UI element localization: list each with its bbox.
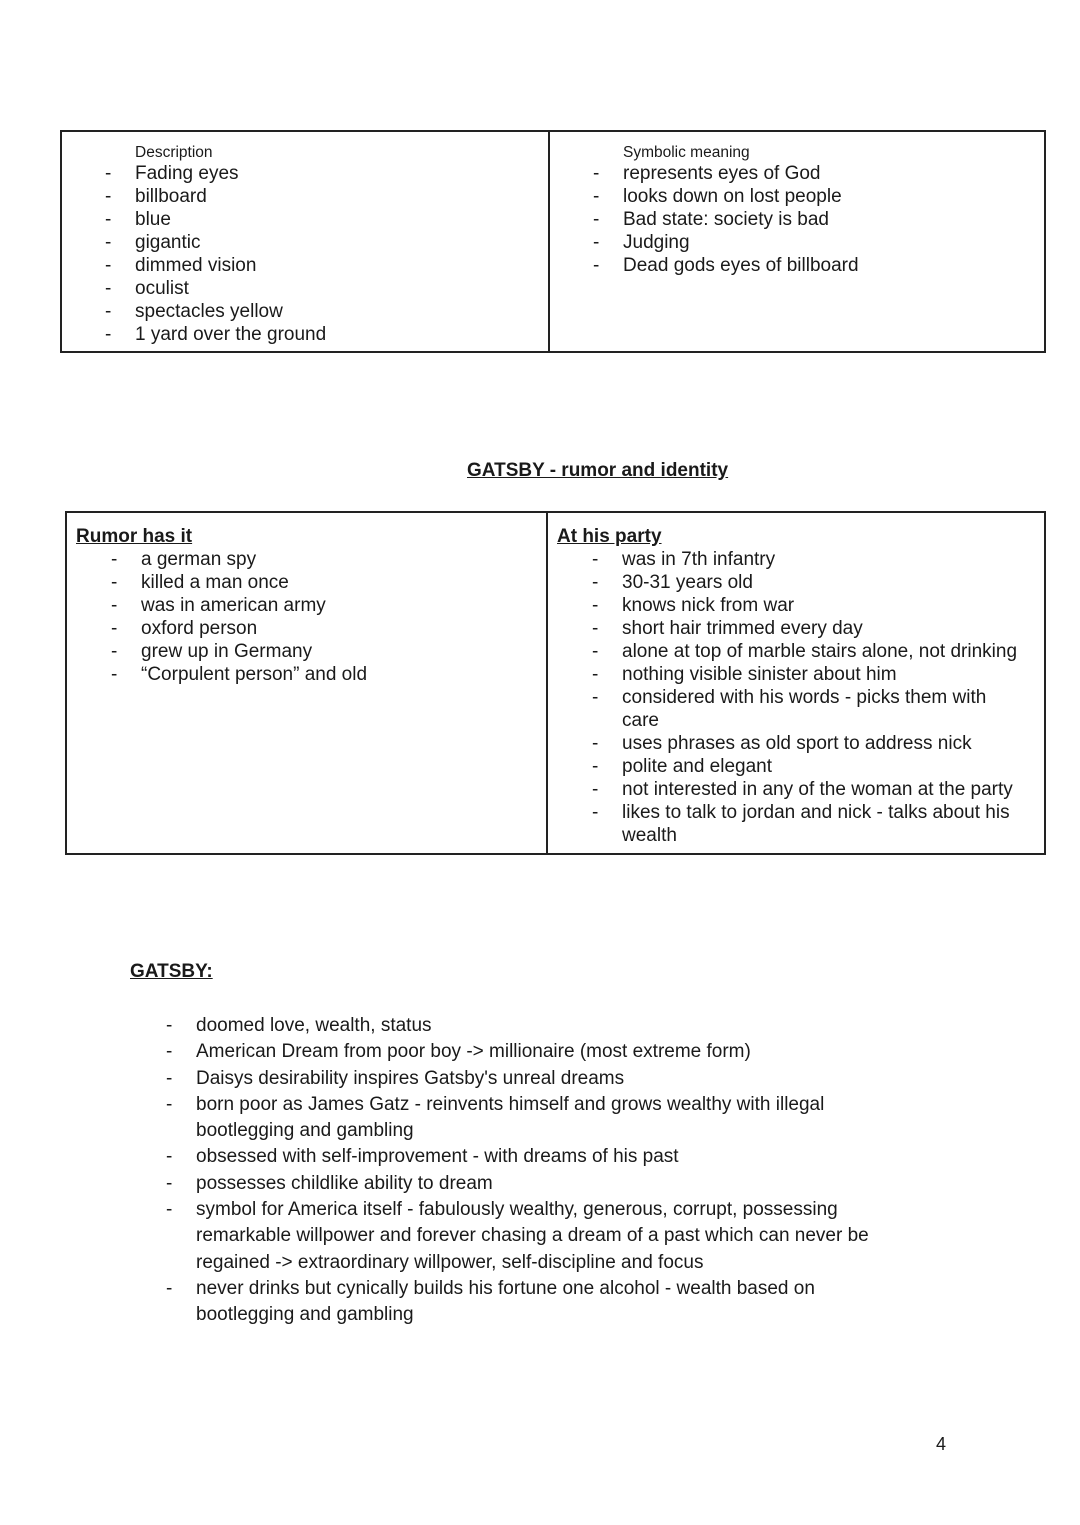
list-item: - looks down on lost people bbox=[623, 185, 1044, 208]
list-item: - nothing visible sinister about him bbox=[622, 663, 1038, 686]
list-item: - represents eyes of God bbox=[623, 162, 1044, 185]
list-item: - “Corpulent person” and old bbox=[141, 663, 546, 686]
list-item: - oxford person bbox=[141, 617, 546, 640]
list-item: - never drinks but cynically builds his fortune one alcohol - wealth based on bootlegging and gambling bbox=[196, 1276, 856, 1329]
list-item: - symbol for America itself - fabulously wealthy, generous, corrupt, possessing remarkable willpower and forever chasing a dream of a past which can never be regained -> extraordinary willpower, self-discipline and focus bbox=[196, 1197, 908, 1276]
symbolic-meaning-cell bbox=[548, 132, 1044, 351]
list-item: - uses phrases as old sport to address nick bbox=[622, 732, 1038, 755]
symbolic-meaning-heading: Symbolic meaning bbox=[623, 144, 750, 161]
list-item: - 30-31 years old bbox=[622, 571, 1038, 594]
description-heading: Description bbox=[135, 144, 213, 161]
list-item: - short hair trimmed every day bbox=[622, 617, 1038, 640]
list-item: - doomed love, wealth, status bbox=[196, 1013, 916, 1039]
list-item: - was in 7th infantry bbox=[622, 548, 1038, 571]
list-item: - not interested in any of the woman at the party bbox=[622, 778, 1038, 801]
rumor-heading: Rumor has it bbox=[76, 526, 193, 547]
list-item: - Daisys desirability inspires Gatsby's unreal dreams bbox=[196, 1066, 916, 1092]
list-item: - killed a man once bbox=[141, 571, 546, 594]
list-item: - 1 yard over the ground bbox=[135, 323, 548, 346]
section-title: GATSBY - rumor and identity bbox=[467, 460, 729, 481]
list-item: - obsessed with self-improvement - with dreams of his past bbox=[196, 1144, 916, 1170]
party-heading: At his party bbox=[557, 526, 662, 547]
page-number: 4 bbox=[936, 1434, 947, 1454]
list-item: - a german spy bbox=[141, 548, 546, 571]
gatsby-list bbox=[196, 1013, 916, 1329]
list-item: - grew up in Germany bbox=[141, 640, 546, 663]
list-item: - Judging bbox=[623, 231, 1044, 254]
rumor-cell bbox=[67, 513, 546, 853]
list-item: - considered with his words - picks them with care bbox=[622, 686, 1012, 732]
list-item: - Bad state: society is bad bbox=[623, 208, 1044, 231]
eyes-table bbox=[60, 130, 1046, 353]
list-item: - Dead gods eyes of billboard bbox=[623, 254, 1044, 277]
list-item: - oculist bbox=[135, 277, 548, 300]
description-cell bbox=[62, 132, 548, 351]
list-item: - likes to talk to jordan and nick - talks about his wealth bbox=[622, 801, 1034, 847]
list-item: - American Dream from poor boy -> millionaire (most extreme form) bbox=[196, 1039, 916, 1065]
rumor-list bbox=[141, 548, 546, 686]
list-item: - born poor as James Gatz - reinvents himself and grows wealthy with illegal bootlegging and gambling bbox=[196, 1092, 864, 1145]
list-item: - spectacles yellow bbox=[135, 300, 548, 323]
list-item: - gigantic bbox=[135, 231, 548, 254]
list-item: - polite and elegant bbox=[622, 755, 1038, 778]
description-list bbox=[135, 162, 548, 346]
party-list bbox=[622, 548, 1038, 847]
symbolic-meaning-list bbox=[623, 162, 1044, 277]
gatsby-heading: GATSBY: bbox=[130, 961, 213, 982]
list-item: - Fading eyes bbox=[135, 162, 548, 185]
list-item: - alone at top of marble stairs alone, not drinking bbox=[622, 640, 1038, 663]
rumor-identity-table bbox=[65, 511, 1046, 855]
list-item: - knows nick from war bbox=[622, 594, 1038, 617]
party-cell bbox=[546, 513, 1044, 853]
list-item: - possesses childlike ability to dream bbox=[196, 1171, 916, 1197]
list-item: - blue bbox=[135, 208, 548, 231]
list-item: - dimmed vision bbox=[135, 254, 548, 277]
list-item: - was in american army bbox=[141, 594, 546, 617]
list-item: - billboard bbox=[135, 185, 548, 208]
